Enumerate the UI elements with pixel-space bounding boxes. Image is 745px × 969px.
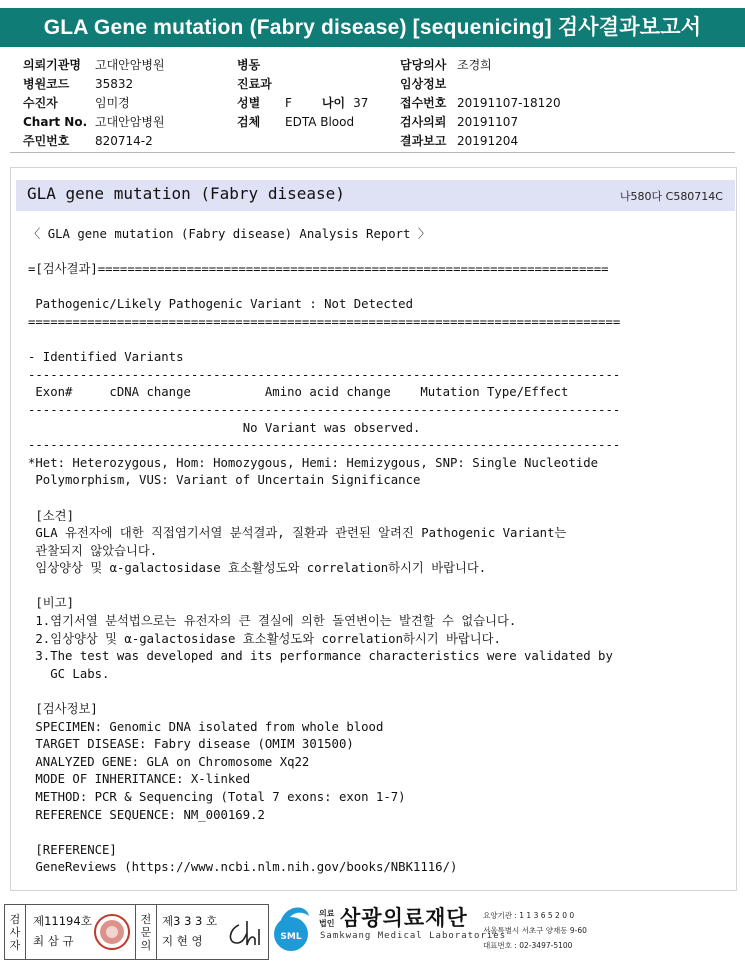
report-line: 임상양상 및 α-galactosidase 효소활성도와 correlation하시기 바랍니다. [28, 561, 487, 576]
report-line [28, 824, 620, 842]
examiner-name: 최 삼 규 [33, 934, 74, 948]
sex-value: F [285, 96, 292, 110]
report-line: - Identified Variants [28, 350, 184, 365]
field-value: 고대안암병원 [95, 58, 165, 72]
field-label: Chart No. [23, 115, 88, 129]
report-line: Polymorphism, VUS: Variant of Uncertain Significance [28, 473, 421, 488]
report-line [28, 578, 620, 596]
report-line: MODE OF INHERITANCE: X-linked [28, 772, 251, 787]
report-line: GC Labs. [28, 666, 110, 681]
report-line: -------------------------------------------------------------------------------- [28, 438, 621, 453]
field-label: 담당의사 [400, 58, 447, 72]
examiner-info [33, 911, 92, 951]
report-line [28, 279, 620, 297]
field-label: 결과보고 [400, 134, 447, 148]
report-line: 2.임상양상 및 α-galactosidase 효소활성도와 correlation하시기 바랍니다. [28, 631, 501, 646]
report-line: 관찰되지 않았습니다. [28, 543, 158, 558]
age-label: 나이 [321, 96, 346, 110]
report-line: 〈 GLA gene mutation (Fabry disease) Analysis Report 〉 [28, 227, 431, 241]
field-label: 병원코드 [23, 77, 70, 91]
institution-code: 요양기관 : 1 1 3 6 5 2 0 0 [483, 911, 575, 920]
field-value: 20191107-18120 [457, 96, 561, 110]
specialist-name: 지 현 영 [162, 934, 203, 948]
report-line: 3.The test was developed and its performance characteristics were validated by [28, 649, 613, 664]
report-line: 1.염기서열 분석법으로는 유전자의 큰 결실에 의한 돌연변이는 발견할 수 없습니다. [28, 614, 517, 629]
specimen-label: 검체 [237, 115, 261, 129]
report-title: GLA Gene mutation (Fabry disease) [sequenicing] 검사결과보고서 [0, 8, 745, 47]
field-label: 임상정보 [400, 77, 447, 91]
field-label: 수진자 [23, 96, 58, 110]
report-body [28, 226, 620, 877]
logo-text: SML [280, 932, 302, 942]
examiner-label: 검 사 자 [5, 905, 26, 959]
report-line: ANALYZED GENE: GLA on Chromosome Xq22 [28, 754, 310, 769]
report-line: No Variant was observed. [28, 420, 421, 435]
report-line [28, 683, 620, 701]
sex-label: 성별 [237, 96, 261, 110]
address: 서울특별시 서초구 양재동 9-60 [483, 926, 587, 935]
phone: 대표번호 : 02-3497-5100 [483, 941, 573, 950]
org-name: 삼광의료재단 [340, 906, 468, 930]
field-label: 의뢰기관명 [23, 58, 81, 72]
contact-info [483, 908, 587, 953]
report-line: ================================================================================ [28, 314, 621, 329]
report-line: =[검사결과]===================================================================== [28, 262, 609, 277]
field-value: 820714-2 [95, 134, 153, 148]
org-english-name: Samkwang Medical Laboratories [320, 931, 507, 941]
report-line: TARGET DISEASE: Fabry disease (OMIM 301500) [28, 737, 354, 752]
field-value: 35832 [95, 77, 134, 91]
report-line: [검사정보] [28, 702, 98, 717]
report-line [28, 332, 620, 350]
field-value: 조경희 [457, 58, 492, 72]
signature-icon [225, 915, 265, 951]
report-line: -------------------------------------------------------------------------------- [28, 402, 621, 417]
order-info-column [400, 56, 561, 151]
specialist-info [162, 911, 217, 951]
section-code: 나580다 C580714C [619, 190, 723, 203]
field-label: 주민번호 [23, 134, 70, 148]
specialist-license: 제3 3 3 호 [162, 914, 218, 928]
divider [10, 152, 735, 153]
specimen-value: EDTA Blood [285, 115, 355, 129]
org-type: 의료 법인 [319, 909, 335, 928]
dept-label: 진료과 [237, 77, 272, 91]
report-line [28, 490, 620, 508]
report-line: Exon# cDNA change Amino acid change Mutation Type/Effect [28, 385, 569, 400]
report-line: REFERENCE SEQUENCE: NM_000169.2 [28, 807, 265, 822]
section-header [16, 180, 735, 211]
report-line: [비고] [28, 596, 74, 611]
report-line: GeneReviews (https://www.ncbi.nlm.nih.gov/books/NBK1116/) [28, 860, 458, 875]
field-value: 20191107 [457, 115, 519, 129]
visit-info-column [237, 56, 368, 132]
age-value: 37 [353, 96, 369, 110]
examiner-license: 제11194호 [33, 914, 92, 928]
report-line [28, 244, 620, 262]
field-label: 검사의뢰 [400, 115, 447, 129]
ward-label: 병동 [237, 58, 261, 72]
seal-stamp-icon [93, 913, 131, 951]
report-line: *Het: Heterozygous, Hom: Homozygous, Hemi: Hemizygous, SNP: Single Nucleotide [28, 455, 599, 470]
report-line: Pathogenic/Likely Pathogenic Variant : Not Detected [28, 297, 413, 312]
field-label: 접수번호 [400, 96, 447, 110]
report-line: -------------------------------------------------------------------------------- [28, 367, 621, 382]
field-value: 고대안암병원 [95, 115, 165, 129]
field-value: 20191204 [457, 134, 519, 148]
report-line: [REFERENCE] [28, 842, 117, 857]
section-title: GLA gene mutation (Fabry disease) [27, 184, 345, 203]
sml-logo-icon [271, 902, 319, 954]
patient-info-column [23, 56, 165, 151]
report-line: GLA 유전자에 대한 직접염기서열 분석결과, 질환과 관련된 알려진 Pathogenic Variant는 [28, 526, 567, 541]
field-value: 임미경 [95, 96, 130, 110]
signature-box [4, 904, 269, 960]
report-line: METHOD: PCR & Sequencing (Total 7 exons: exon 1-7) [28, 790, 406, 804]
report-line: SPECIMEN: Genomic DNA isolated from whole blood [28, 719, 384, 734]
footer [0, 898, 745, 969]
report-line: [소견] [28, 508, 74, 523]
specialist-label: 전 문 의 [135, 905, 157, 959]
